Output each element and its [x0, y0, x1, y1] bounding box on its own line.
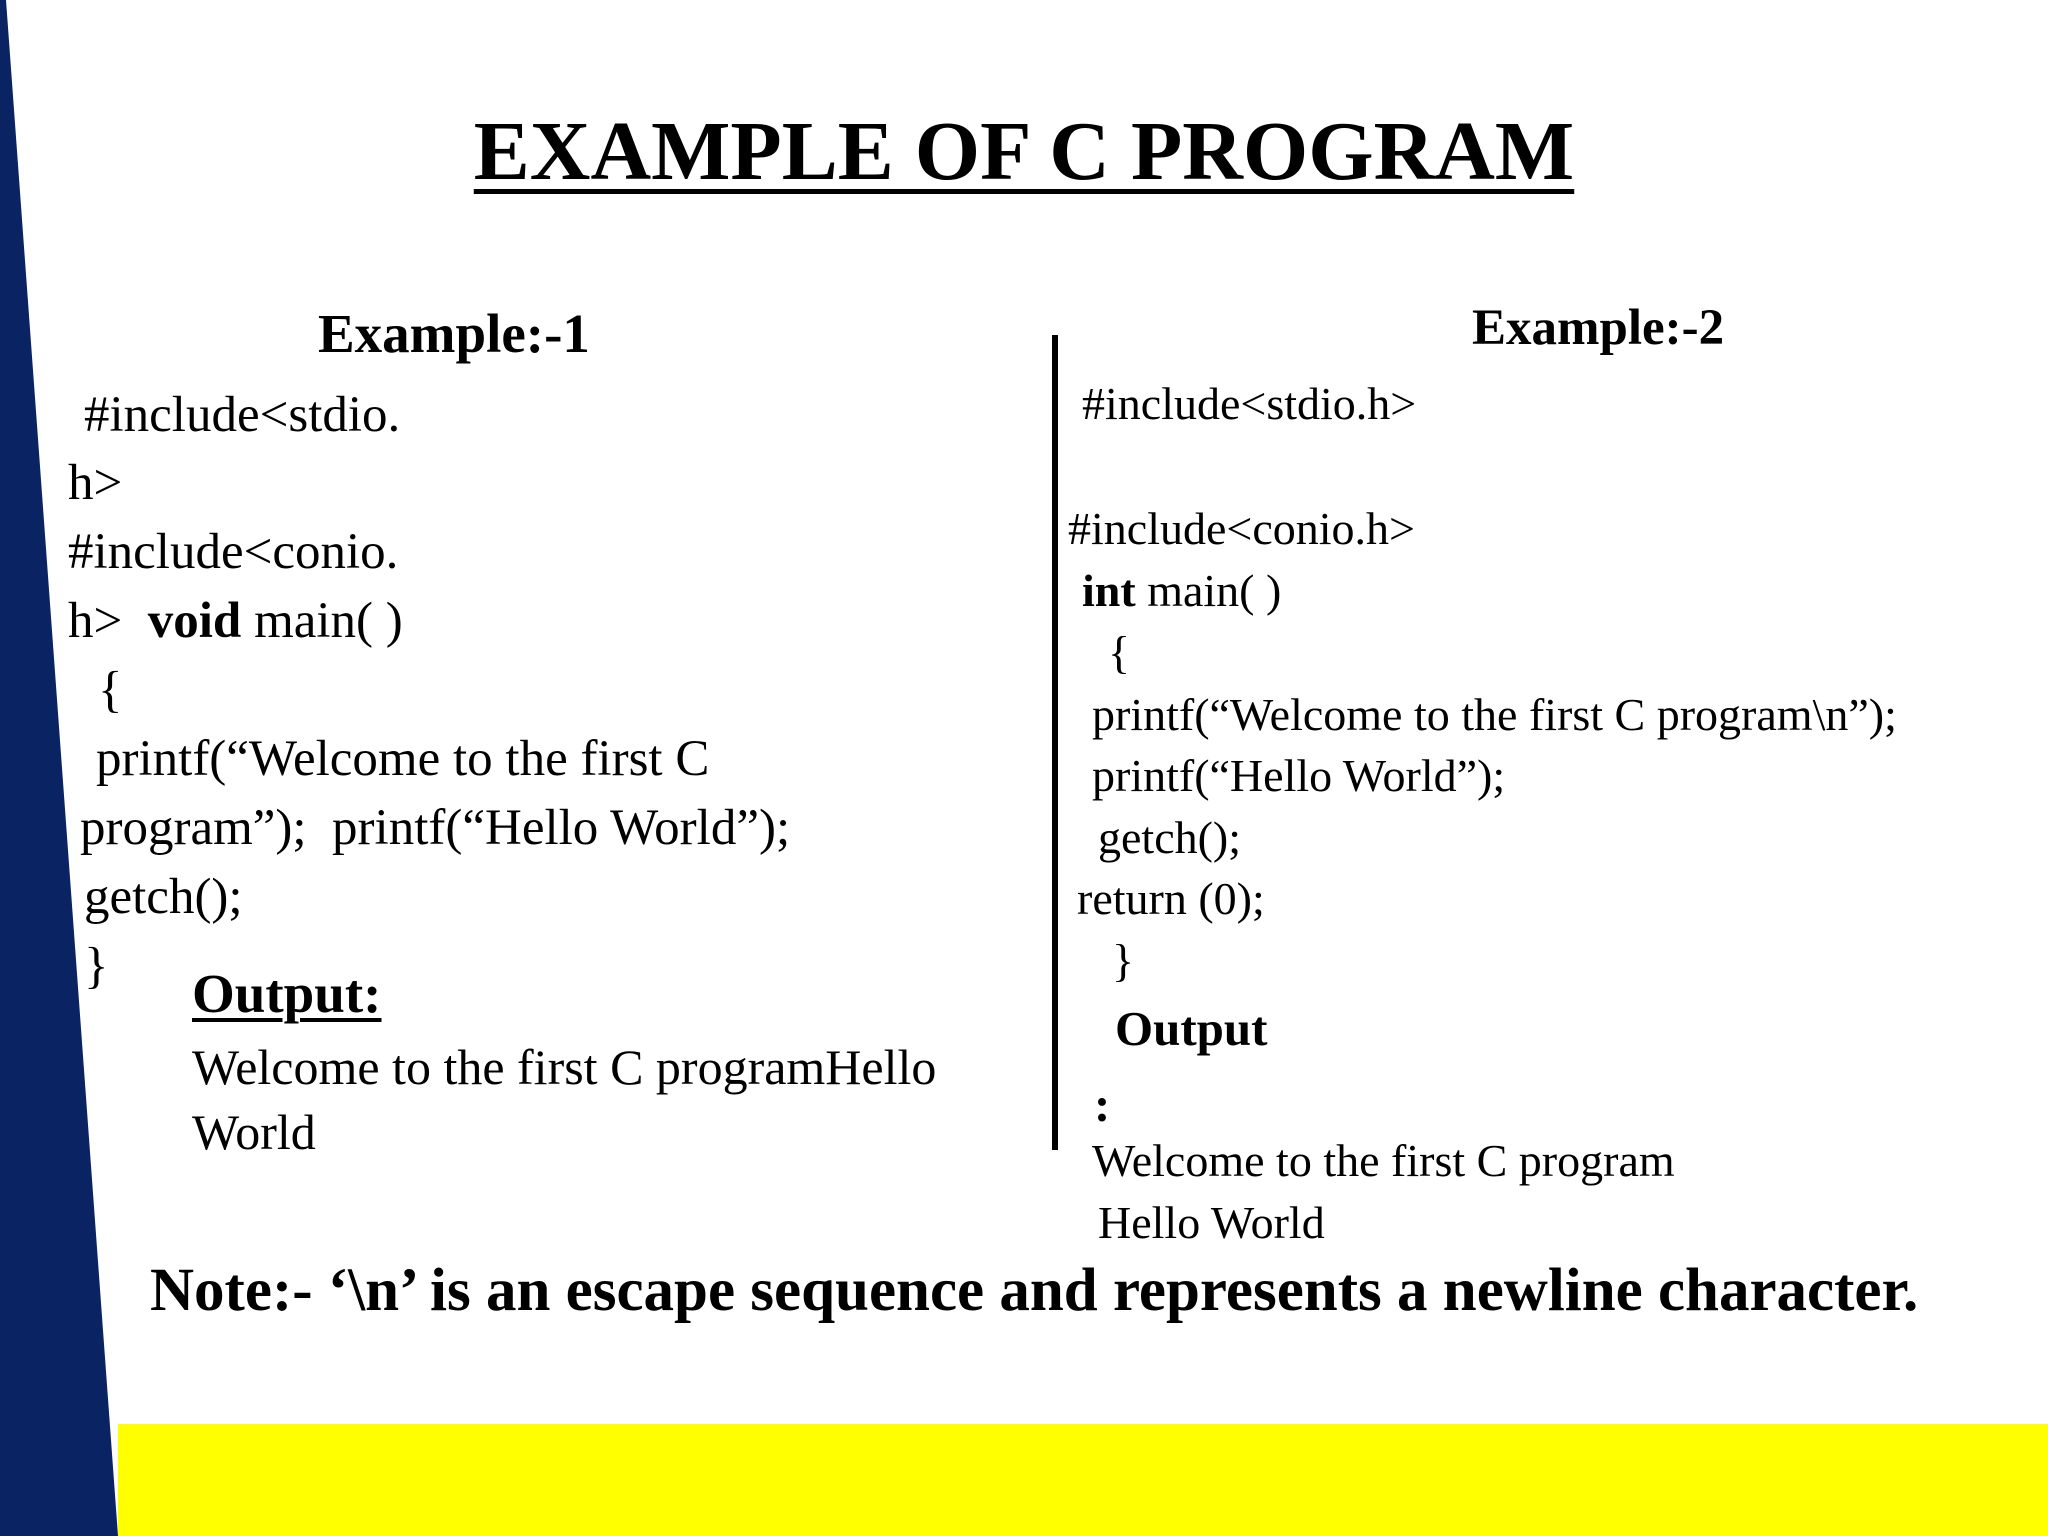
example-2-code-line: }: [1112, 935, 1135, 986]
example-1-code-line: printf(“Welcome to the first C: [96, 731, 710, 787]
page-title: EXAMPLE OF C PROGRAM: [473, 105, 1575, 198]
example-2-code-line: printf(“Hello World”);: [1092, 750, 1506, 801]
example-1-heading: Example:-1: [318, 303, 590, 364]
example-2-code-line: return (0);: [1077, 873, 1265, 924]
example-1-code-line: [68, 593, 403, 649]
code-text: h>: [68, 593, 148, 649]
note-text: Note:- ‘\n’ is an escape sequence and represents a newline character.: [150, 1257, 1919, 1324]
code-text: main( ): [1135, 565, 1282, 616]
example-2-heading: Example:-2: [1472, 300, 1725, 356]
example-2-code-line: {: [1108, 627, 1131, 678]
column-divider: [1052, 335, 1058, 1150]
code-keyword: void: [147, 593, 242, 649]
example-2-code-line: printf(“Welcome to the first C program\n”);: [1092, 689, 1897, 740]
example-1-code-line: getch();: [84, 869, 243, 925]
example-1-code-line: h>: [68, 455, 123, 511]
example-1-output-heading: Output:: [192, 963, 382, 1024]
example-2-code-line: #include<stdio.h>: [1082, 378, 1417, 429]
example-2-output-line: Welcome to the first C program: [1092, 1135, 1675, 1186]
example-2-code-line: #include<conio.h>: [1068, 503, 1415, 554]
example-1-code-line: program”); printf(“Hello World”);: [80, 800, 791, 856]
example-1-output-line: World: [192, 1104, 316, 1160]
example-1-code-line: #include<conio.: [68, 524, 399, 580]
example-1-code-line: #include<stdio.: [84, 387, 401, 443]
example-1-code-line: {: [98, 662, 123, 718]
example-2-code-line: [1082, 565, 1282, 616]
example-2-output-heading: Output: [1115, 1001, 1268, 1056]
bottom-yellow-bar: [118, 1424, 2048, 1536]
code-text: main( ): [241, 593, 403, 649]
example-2-output-line: Hello World: [1098, 1197, 1325, 1248]
example-2-output-colon: :: [1094, 1077, 1111, 1132]
example-1-output-line: Welcome to the first C programHello: [192, 1039, 937, 1095]
code-keyword: int: [1082, 565, 1136, 616]
example-1-code-line: }: [84, 938, 109, 994]
example-2-code-line: getch();: [1098, 812, 1242, 863]
